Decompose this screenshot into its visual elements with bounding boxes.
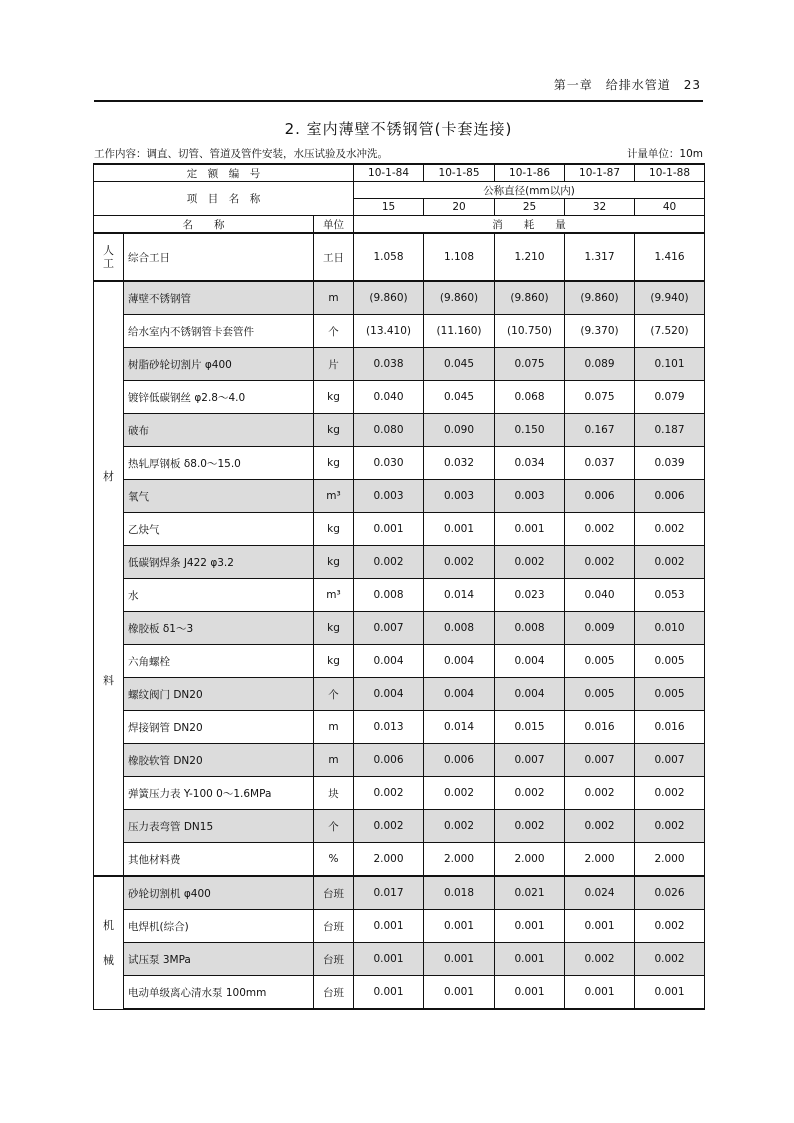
item-unit: kg [314,381,354,414]
item-unit: m [314,281,354,315]
item-unit: 个 [314,315,354,348]
item-name: 砂轮切割机 φ400 [124,876,314,910]
item-value: 0.015 [495,711,565,744]
item-value: 0.075 [495,348,565,381]
item-value: 0.014 [424,711,495,744]
table-row [94,777,705,810]
code-cell: 10-1-86 [495,164,565,182]
item-value: 0.001 [354,976,424,1010]
table-row [94,678,705,711]
item-unit: 个 [314,810,354,843]
item-name: 橡胶软管 DN20 [124,744,314,777]
item-value: 0.024 [565,876,635,910]
item-value: 0.002 [424,546,495,579]
item-value: (9.940) [635,281,705,315]
item-value: 0.002 [635,777,705,810]
item-unit: kg [314,546,354,579]
item-name: 橡胶板 δ1～3 [124,612,314,645]
item-value: 0.001 [424,976,495,1010]
item-value: 1.058 [354,233,424,281]
table-row [94,281,705,315]
item-value: 0.003 [354,480,424,513]
item-unit: kg [314,414,354,447]
item-unit: kg [314,645,354,678]
item-value: 0.005 [565,645,635,678]
item-value: 0.001 [495,910,565,943]
item-value: 0.001 [495,513,565,546]
table-row [94,513,705,546]
table-row [94,910,705,943]
item-value: 0.016 [635,711,705,744]
table-row [94,711,705,744]
item-value: 0.007 [565,744,635,777]
table-row [94,480,705,513]
item-unit: 台班 [314,910,354,943]
item-unit: kg [314,513,354,546]
item-value: 0.017 [354,876,424,910]
item-name: 弹簧压力表 Y-100 0～1.6MPa [124,777,314,810]
item-value: 0.001 [424,943,495,976]
item-value: 0.001 [635,976,705,1010]
item-value: 0.001 [565,976,635,1010]
item-name: 破布 [124,414,314,447]
item-value: 0.005 [565,678,635,711]
item-value: 0.002 [635,943,705,976]
item-value: 0.001 [495,976,565,1010]
item-value: 0.006 [424,744,495,777]
item-value: (9.860) [354,281,424,315]
item-value: 0.150 [495,414,565,447]
item-value: 2.000 [565,843,635,877]
item-value: 2.000 [635,843,705,877]
item-unit: 块 [314,777,354,810]
code-cell: 10-1-88 [635,164,705,182]
item-value: 0.053 [635,579,705,612]
table-row [94,315,705,348]
item-value: 0.018 [424,876,495,910]
item-value: 0.016 [565,711,635,744]
item-value: 0.001 [424,513,495,546]
item-value: 0.045 [424,348,495,381]
item-name: 电动单级离心清水泵 100mm [124,976,314,1010]
item-value: 0.167 [565,414,635,447]
item-name: 六角螺栓 [124,645,314,678]
table-row [94,976,705,1010]
item-value: 0.101 [635,348,705,381]
item-value: 0.004 [354,645,424,678]
item-unit: 台班 [314,876,354,910]
item-value: 0.008 [354,579,424,612]
code-label: 定 额 编 号 [94,164,354,182]
item-value: 0.079 [635,381,705,414]
table-row [94,645,705,678]
table-row [94,414,705,447]
item-name: 镀锌低碳钢丝 φ2.8～4.0 [124,381,314,414]
category-label: 机 [103,918,114,932]
table-row [94,744,705,777]
code-cell: 10-1-87 [565,164,635,182]
table-row [94,943,705,976]
item-name: 压力表弯管 DN15 [124,810,314,843]
item-name-label: 项 目 名 称 [94,182,354,216]
table-row [94,579,705,612]
item-value: 2.000 [495,843,565,877]
item-value: 0.001 [424,910,495,943]
item-value: 0.002 [635,810,705,843]
diameter-cell: 32 [565,199,635,216]
item-value: (11.160) [424,315,495,348]
category-label: 人 工 [103,243,114,270]
item-value: 0.045 [424,381,495,414]
item-unit: 片 [314,348,354,381]
header-rule [94,100,703,102]
item-value: 0.038 [354,348,424,381]
diameter-cell: 40 [635,199,705,216]
item-unit: kg [314,612,354,645]
item-value: 0.006 [565,480,635,513]
item-value: 0.006 [354,744,424,777]
item-value: 0.002 [565,777,635,810]
item-value: 0.007 [495,744,565,777]
item-value: (7.520) [635,315,705,348]
item-value: 0.001 [495,943,565,976]
item-value: 0.001 [354,910,424,943]
table-row [94,876,705,910]
diameter-label: 公称直径(mm以内) [354,182,705,199]
item-value: 0.002 [565,943,635,976]
item-value: 1.210 [495,233,565,281]
item-value: 0.089 [565,348,635,381]
table-row [94,447,705,480]
item-value: 0.021 [495,876,565,910]
code-cell: 10-1-84 [354,164,424,182]
work-content: 工作内容：调直、切管、管道及管件安装，水压试验及水冲洗。 [94,148,388,160]
page-header [94,74,703,96]
item-value: (10.750) [495,315,565,348]
item-value: (9.860) [565,281,635,315]
item-unit: 个 [314,678,354,711]
table-row [94,843,705,877]
category-cell [94,281,124,876]
item-value: 0.002 [495,777,565,810]
item-value: (9.370) [565,315,635,348]
item-name: 螺纹阀门 DN20 [124,678,314,711]
item-value: 0.002 [354,777,424,810]
category-cell [94,876,124,1009]
item-name: 氧气 [124,480,314,513]
item-value: 0.039 [635,447,705,480]
item-value: 0.026 [635,876,705,910]
item-value: 0.040 [354,381,424,414]
item-unit: kg [314,447,354,480]
item-value: 0.001 [565,910,635,943]
item-name: 焊接钢管 DN20 [124,711,314,744]
item-value: 0.030 [354,447,424,480]
item-value: 0.006 [635,480,705,513]
item-value: 0.002 [635,546,705,579]
table-row [94,381,705,414]
diameter-cell: 25 [495,199,565,216]
page-header-text: 第一章 给排水管道 23 [553,78,701,92]
quota-table [93,163,705,1010]
item-value: 2.000 [424,843,495,877]
item-unit: m³ [314,579,354,612]
item-value: 0.003 [424,480,495,513]
item-value: 0.002 [354,810,424,843]
item-unit: % [314,843,354,877]
item-name: 乙炔气 [124,513,314,546]
item-value: (13.410) [354,315,424,348]
item-value: 0.004 [424,678,495,711]
item-value: 0.002 [635,513,705,546]
item-name: 给水室内不锈钢管卡套管件 [124,315,314,348]
item-value: 0.002 [495,810,565,843]
item-value: 0.004 [424,645,495,678]
item-value: 0.187 [635,414,705,447]
item-value: 0.040 [565,579,635,612]
item-value: 1.108 [424,233,495,281]
section-title: 2. 室内薄壁不锈钢管(卡套连接) [284,120,513,138]
item-value: 0.007 [635,744,705,777]
unit-label: 单位 [314,216,354,234]
item-value: 0.002 [424,810,495,843]
item-value: 0.007 [354,612,424,645]
item-value: 0.005 [635,678,705,711]
table-row [94,612,705,645]
item-value: 0.009 [565,612,635,645]
item-value: 0.001 [354,513,424,546]
item-value: 0.013 [354,711,424,744]
item-unit: m³ [314,480,354,513]
item-value: 0.068 [495,381,565,414]
item-value: 0.002 [635,910,705,943]
item-value: 0.034 [495,447,565,480]
item-name: 树脂砂轮切割片 φ400 [124,348,314,381]
item-unit: 台班 [314,943,354,976]
category-cell [94,233,124,281]
item-value: 0.002 [565,513,635,546]
item-unit: 台班 [314,976,354,1010]
diameter-cell: 20 [424,199,495,216]
category-label: 械 [103,953,114,967]
item-value: 0.002 [354,546,424,579]
item-name: 低碳钢焊条 J422 φ3.2 [124,546,314,579]
item-name: 其他材料费 [124,843,314,877]
item-name: 热轧厚钢板 δ8.0～15.0 [124,447,314,480]
item-value: 0.002 [495,546,565,579]
diameter-label-row [94,182,705,199]
item-value: 0.005 [635,645,705,678]
item-value: 0.008 [495,612,565,645]
item-name: 水 [124,579,314,612]
item-unit: 工日 [314,233,354,281]
item-value: 0.090 [424,414,495,447]
column-header-row [94,216,705,234]
item-name: 薄壁不锈钢管 [124,281,314,315]
item-value: (9.860) [495,281,565,315]
item-value: 0.004 [495,678,565,711]
item-value: 2.000 [354,843,424,877]
item-value: 0.004 [354,678,424,711]
item-value: 0.004 [495,645,565,678]
item-unit: m [314,711,354,744]
item-value: 0.023 [495,579,565,612]
item-value: 0.075 [565,381,635,414]
code-cell: 10-1-85 [424,164,495,182]
item-value: 1.317 [565,233,635,281]
item-value: 0.001 [354,943,424,976]
item-value: 0.032 [424,447,495,480]
item-value: 0.008 [424,612,495,645]
table-row [94,546,705,579]
item-value: 0.002 [565,546,635,579]
item-value: 0.037 [565,447,635,480]
code-row [94,164,705,182]
table-row [94,810,705,843]
item-value: 0.003 [495,480,565,513]
item-name: 试压泵 3MPa [124,943,314,976]
item-value: 0.010 [635,612,705,645]
diameter-cell: 15 [354,199,424,216]
consumption-label: 消 耗 量 [354,216,705,234]
item-name: 综合工日 [124,233,314,281]
item-value: 0.002 [565,810,635,843]
table-row [94,348,705,381]
item-value: 0.080 [354,414,424,447]
item-name: 电焊机(综合) [124,910,314,943]
category-label: 料 [103,673,114,687]
item-unit: m [314,744,354,777]
item-value: 1.416 [635,233,705,281]
item-value: 0.014 [424,579,495,612]
item-value: 0.002 [424,777,495,810]
item-value: (9.860) [424,281,495,315]
category-label: 材 [103,470,114,484]
unit-note: 计量单位：10m [626,148,703,160]
table-row [94,233,705,281]
name-label: 名 称 [94,216,314,234]
